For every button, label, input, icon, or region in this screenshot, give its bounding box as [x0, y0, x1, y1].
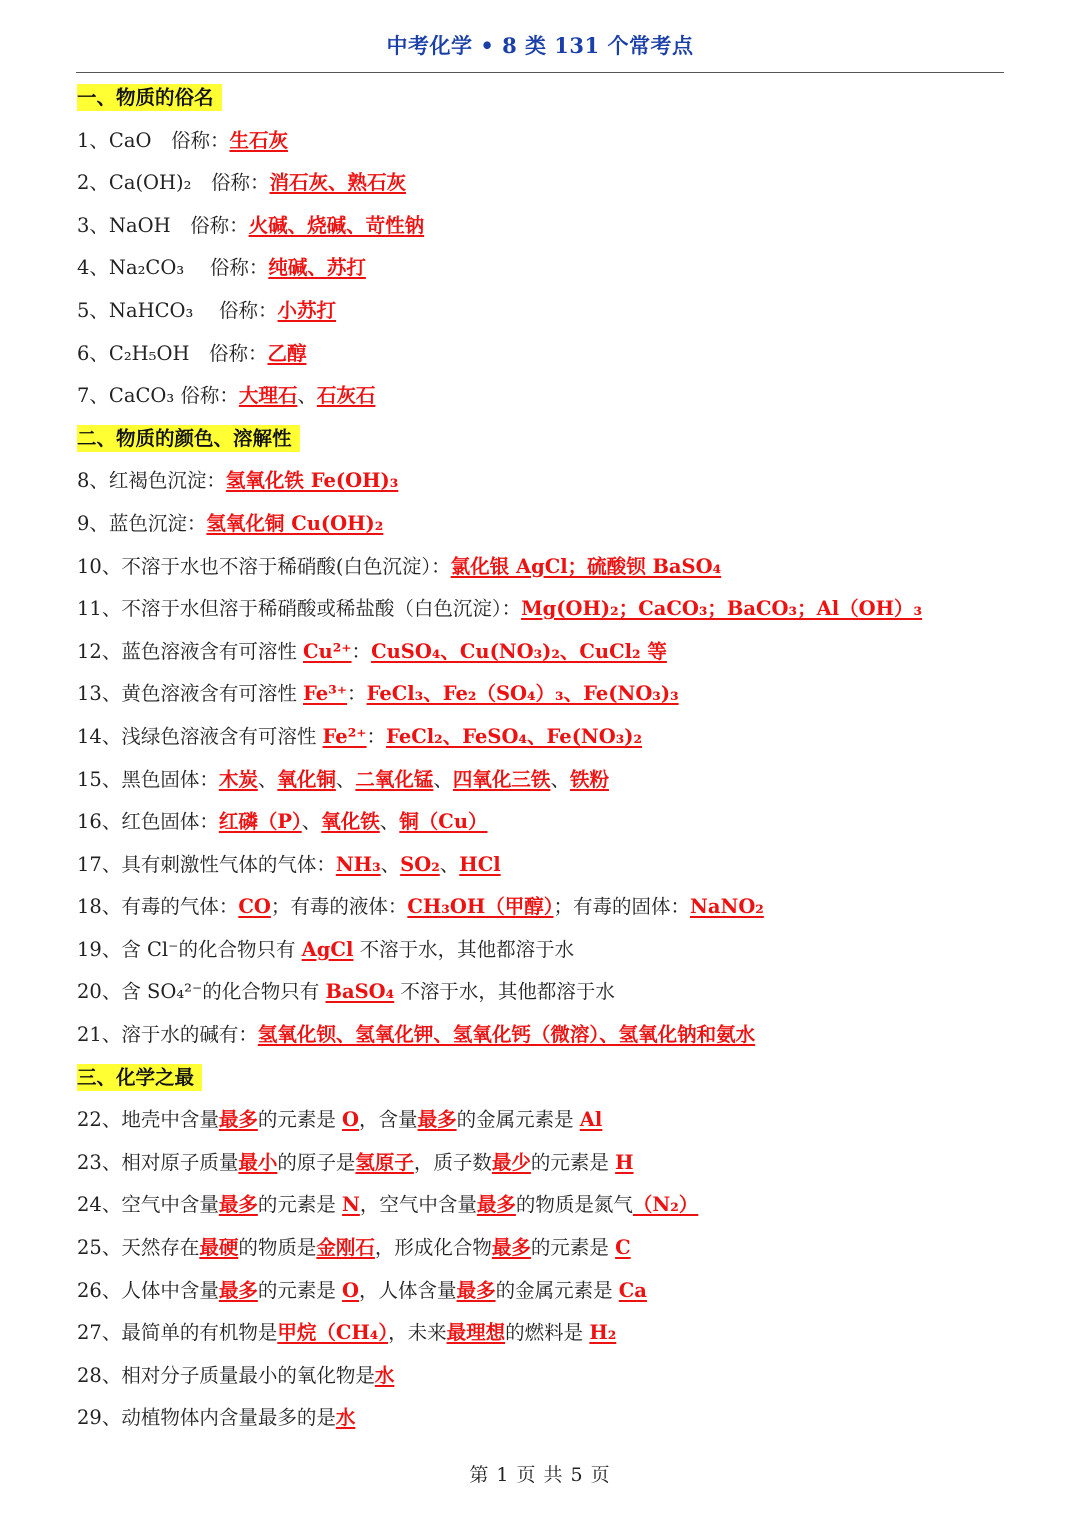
- question-text: 26、人体中含量: [77, 1278, 219, 1302]
- answer-text: 生石灰: [229, 128, 288, 152]
- list-item: [77, 1312, 1007, 1355]
- list-item: [77, 205, 1007, 248]
- answer-text: 最硬: [199, 1236, 239, 1260]
- question-text: ；有毒的固体：: [553, 895, 691, 919]
- question-text: 9、蓝色沉淀：: [77, 511, 207, 535]
- question-text: 的元素是: [257, 1108, 343, 1132]
- list-item: [77, 162, 1007, 205]
- answer-text: Fe³⁺: [303, 682, 348, 706]
- question-text: 的金属元素是: [456, 1108, 580, 1132]
- question-text: ；有毒的液体：: [270, 895, 408, 919]
- answer-text: 消石灰、熟石灰: [269, 171, 406, 195]
- list-item: [77, 631, 1007, 674]
- answer-text: 铜（Cu）: [399, 810, 488, 834]
- list-item: [77, 1355, 1007, 1398]
- answer-text: 甲烷（CH₄）: [277, 1321, 389, 1345]
- question-text: 24、空气中含量: [77, 1193, 219, 1217]
- question-text: ，未来: [388, 1321, 447, 1345]
- list-item: [77, 1142, 1007, 1185]
- answer-text: O: [342, 1108, 360, 1132]
- page-header-title: 中考化学 • 8 类 131 个常考点: [386, 33, 694, 58]
- question-text: ，空气中含量: [359, 1193, 477, 1217]
- section-heading: [77, 77, 1007, 120]
- question-text: 20、含 SO₄²⁻的化合物只有: [77, 980, 326, 1004]
- list-item: [77, 1227, 1007, 1270]
- question-text: 4、Na₂CO₃ 俗称：: [77, 256, 269, 280]
- question-text: 的元素是: [257, 1278, 343, 1302]
- question-text: 19、含 Cl⁻的化合物只有: [77, 937, 302, 961]
- question-text: 、: [439, 852, 460, 876]
- list-item: [77, 1184, 1007, 1227]
- question-text: 的原子是: [277, 1150, 356, 1174]
- document-body: [77, 77, 1007, 1440]
- question-text: 13、黄色溶液含有可溶性: [77, 682, 304, 706]
- section-heading-highlight: [77, 1064, 202, 1091]
- question-text: 12、蓝色溶液含有可溶性: [77, 639, 304, 663]
- answer-text: 二氧化锰: [355, 767, 434, 791]
- answer-text: 最多: [476, 1193, 516, 1217]
- answer-text: N: [342, 1193, 360, 1217]
- list-item: [77, 1014, 1007, 1057]
- answer-text: SO₂: [400, 852, 440, 876]
- question-text: 8、红褐色沉淀：: [77, 469, 226, 493]
- answer-text: 氢氧化铁 Fe(OH)₃: [225, 469, 399, 493]
- answer-text: CO: [238, 895, 271, 919]
- list-item: [77, 333, 1007, 376]
- question-text: 27、最简单的有机物是: [77, 1321, 278, 1345]
- question-text: ，人体含量: [359, 1278, 457, 1302]
- answer-text: C: [615, 1236, 631, 1260]
- question-text: 的燃料是: [505, 1321, 590, 1345]
- answer-text: CuSO₄、Cu(NO₃)₂、CuCl₂ 等: [371, 639, 667, 663]
- question-text: 、: [550, 767, 570, 791]
- answer-text: Al: [579, 1108, 603, 1132]
- list-item: [77, 290, 1007, 333]
- answer-text: 最多: [456, 1278, 496, 1302]
- list-item: [77, 1270, 1007, 1313]
- question-text: 的元素是: [530, 1236, 616, 1260]
- question-text: 、: [257, 767, 278, 791]
- question-text: ：: [347, 682, 367, 706]
- list-item: [77, 375, 1007, 418]
- question-text: ：: [366, 724, 387, 748]
- list-item: [77, 1397, 1007, 1440]
- answer-text: 水: [335, 1406, 356, 1430]
- question-text: 1、CaO 俗称：: [77, 128, 230, 152]
- question-text: 一、物质的俗名: [77, 84, 218, 111]
- list-item: [77, 971, 1007, 1014]
- answer-text: 氧化铜: [277, 767, 336, 791]
- question-text: ，形成化合物: [374, 1236, 492, 1260]
- question-text: 2、Ca(OH)₂ 俗称：: [77, 171, 270, 195]
- question-text: 21、溶于水的碱有：: [77, 1023, 258, 1047]
- list-item: [77, 886, 1007, 929]
- answer-text: 最理想: [446, 1321, 506, 1345]
- list-item: [77, 673, 1007, 716]
- list-item: [77, 503, 1007, 546]
- answer-text: 小苏打: [277, 298, 337, 322]
- answer-text: 最多: [218, 1108, 258, 1132]
- answer-text: 最多: [417, 1108, 457, 1132]
- question-text: 三、化学之最: [77, 1064, 198, 1091]
- question-text: 5、NaHCO₃ 俗称：: [77, 298, 278, 322]
- question-text: 11、不溶于水但溶于稀硝酸或稀盐酸（白色沉淀）：: [77, 597, 522, 621]
- question-text: 不溶于水，其他都溶于水: [353, 937, 575, 961]
- answer-text: 氢氧化钡、氢氧化钾、氢氧化钙（微溶）、氢氧化钠和氨水: [257, 1023, 756, 1047]
- answer-text: Mg(OH)₂；CaCO₃；BaCO₃；Al（OH）₃: [521, 597, 923, 621]
- section-heading: [77, 418, 1007, 461]
- list-item: [77, 716, 1007, 759]
- list-item: [77, 546, 1007, 589]
- question-text: 6、C₂H₅OH 俗称：: [77, 341, 268, 365]
- question-text: 的元素是: [257, 1193, 343, 1217]
- question-text: 、: [380, 852, 401, 876]
- answer-text: 最小: [238, 1150, 278, 1174]
- question-text: 16、红色固体：: [77, 810, 219, 834]
- question-text: 、: [301, 810, 322, 834]
- answer-text: NH₃: [335, 852, 381, 876]
- list-item: [77, 759, 1007, 802]
- answer-text: 金刚石: [316, 1236, 375, 1260]
- question-text: 23、相对原子质量: [77, 1150, 239, 1174]
- list-item: [77, 120, 1007, 163]
- answer-text: 石灰石: [316, 384, 376, 408]
- answer-text: 火碱、烧碱、苛性钠: [248, 213, 425, 237]
- answer-text: CH₃OH（甲醇）: [407, 895, 554, 919]
- answer-text: FeCl₃、Fe₂（SO₄）₃、Fe(NO₃)₃: [366, 682, 679, 706]
- question-text: 15、黑色固体：: [77, 767, 219, 791]
- answer-text: O: [342, 1278, 360, 1302]
- question-text: 的金属元素是: [495, 1278, 619, 1302]
- question-text: 10、不溶于水也不溶于稀硝酸(白色沉淀）：: [77, 554, 451, 578]
- question-text: 25、天然存在: [77, 1236, 200, 1260]
- answer-text: 木炭: [218, 767, 258, 791]
- answer-text: 氯化银 AgCl；硫酸钡 BaSO₄: [450, 554, 722, 578]
- answer-text: Fe²⁺: [322, 724, 367, 748]
- answer-text: AgCl: [301, 937, 354, 961]
- question-text: 14、浅绿色溶液含有可溶性: [77, 724, 323, 748]
- answer-text: NaNO₂: [690, 895, 764, 919]
- answer-text: 最多: [491, 1236, 531, 1260]
- answer-text: H: [615, 1150, 634, 1174]
- section-heading-highlight: [77, 84, 222, 111]
- answer-text: 最少: [491, 1150, 531, 1174]
- question-text: 的物质是氮气: [515, 1193, 633, 1217]
- question-text: 18、有毒的气体：: [77, 895, 239, 919]
- list-item: [77, 801, 1007, 844]
- answer-text: 氢氧化铜 Cu(OH)₂: [206, 511, 384, 535]
- question-text: 的物质是: [238, 1236, 317, 1260]
- answer-text: （N₂）: [632, 1193, 699, 1217]
- answer-text: 水: [374, 1363, 395, 1387]
- answer-text: 氧化铁: [321, 810, 380, 834]
- question-text: 7、CaCO₃ 俗称：: [77, 384, 239, 408]
- question-text: ：: [351, 639, 372, 663]
- section-heading: [77, 1057, 1007, 1100]
- list-item: [77, 844, 1007, 887]
- question-text: 不溶于水，其他都溶于水: [394, 980, 615, 1004]
- question-text: 、: [433, 767, 453, 791]
- answer-text: 最多: [218, 1278, 258, 1302]
- answer-text: 铁粉: [569, 767, 609, 791]
- answer-text: 乙醇: [267, 341, 307, 365]
- question-text: ，质子数: [413, 1150, 492, 1174]
- answer-text: Ca: [618, 1278, 647, 1302]
- question-text: 29、动植物体内含量最多的是: [77, 1406, 336, 1430]
- answer-text: 纯碱、苏打: [268, 256, 366, 280]
- answer-text: 大理石: [238, 384, 298, 408]
- answer-text: 红磷（P）: [218, 810, 302, 834]
- list-item: [77, 929, 1007, 972]
- question-text: 3、NaOH 俗称：: [77, 213, 249, 237]
- question-text: 22、地壳中含量: [77, 1108, 219, 1132]
- question-text: 的元素是: [530, 1150, 616, 1174]
- header-divider: [76, 72, 1004, 73]
- question-text: 28、相对分子质量最小的氧化物是: [77, 1363, 375, 1387]
- page-footer: 第 1 页 共 5 页: [469, 1464, 611, 1486]
- question-text: 、: [297, 384, 317, 408]
- question-text: 、: [379, 810, 400, 834]
- list-item: [77, 247, 1007, 290]
- list-item: [77, 460, 1007, 503]
- question-text: ，含量: [359, 1108, 418, 1132]
- question-text: 、: [335, 767, 356, 791]
- section-heading-highlight: [77, 425, 300, 452]
- question-text: 17、具有刺激性气体的气体：: [77, 852, 336, 876]
- answer-text: 最多: [218, 1193, 258, 1217]
- list-item: [77, 588, 1007, 631]
- answer-text: BaSO₄: [325, 980, 395, 1004]
- answer-text: Cu²⁺: [303, 639, 352, 663]
- answer-text: 四氧化三铁: [452, 767, 551, 791]
- answer-text: 氢原子: [355, 1150, 414, 1174]
- answer-text: HCl: [459, 852, 501, 876]
- answer-text: H₂: [589, 1321, 617, 1345]
- list-item: [77, 1099, 1007, 1142]
- question-text: 二、物质的颜色、溶解性: [77, 425, 296, 452]
- answer-text: FeCl₂、FeSO₄、Fe(NO₃)₂: [386, 724, 643, 748]
